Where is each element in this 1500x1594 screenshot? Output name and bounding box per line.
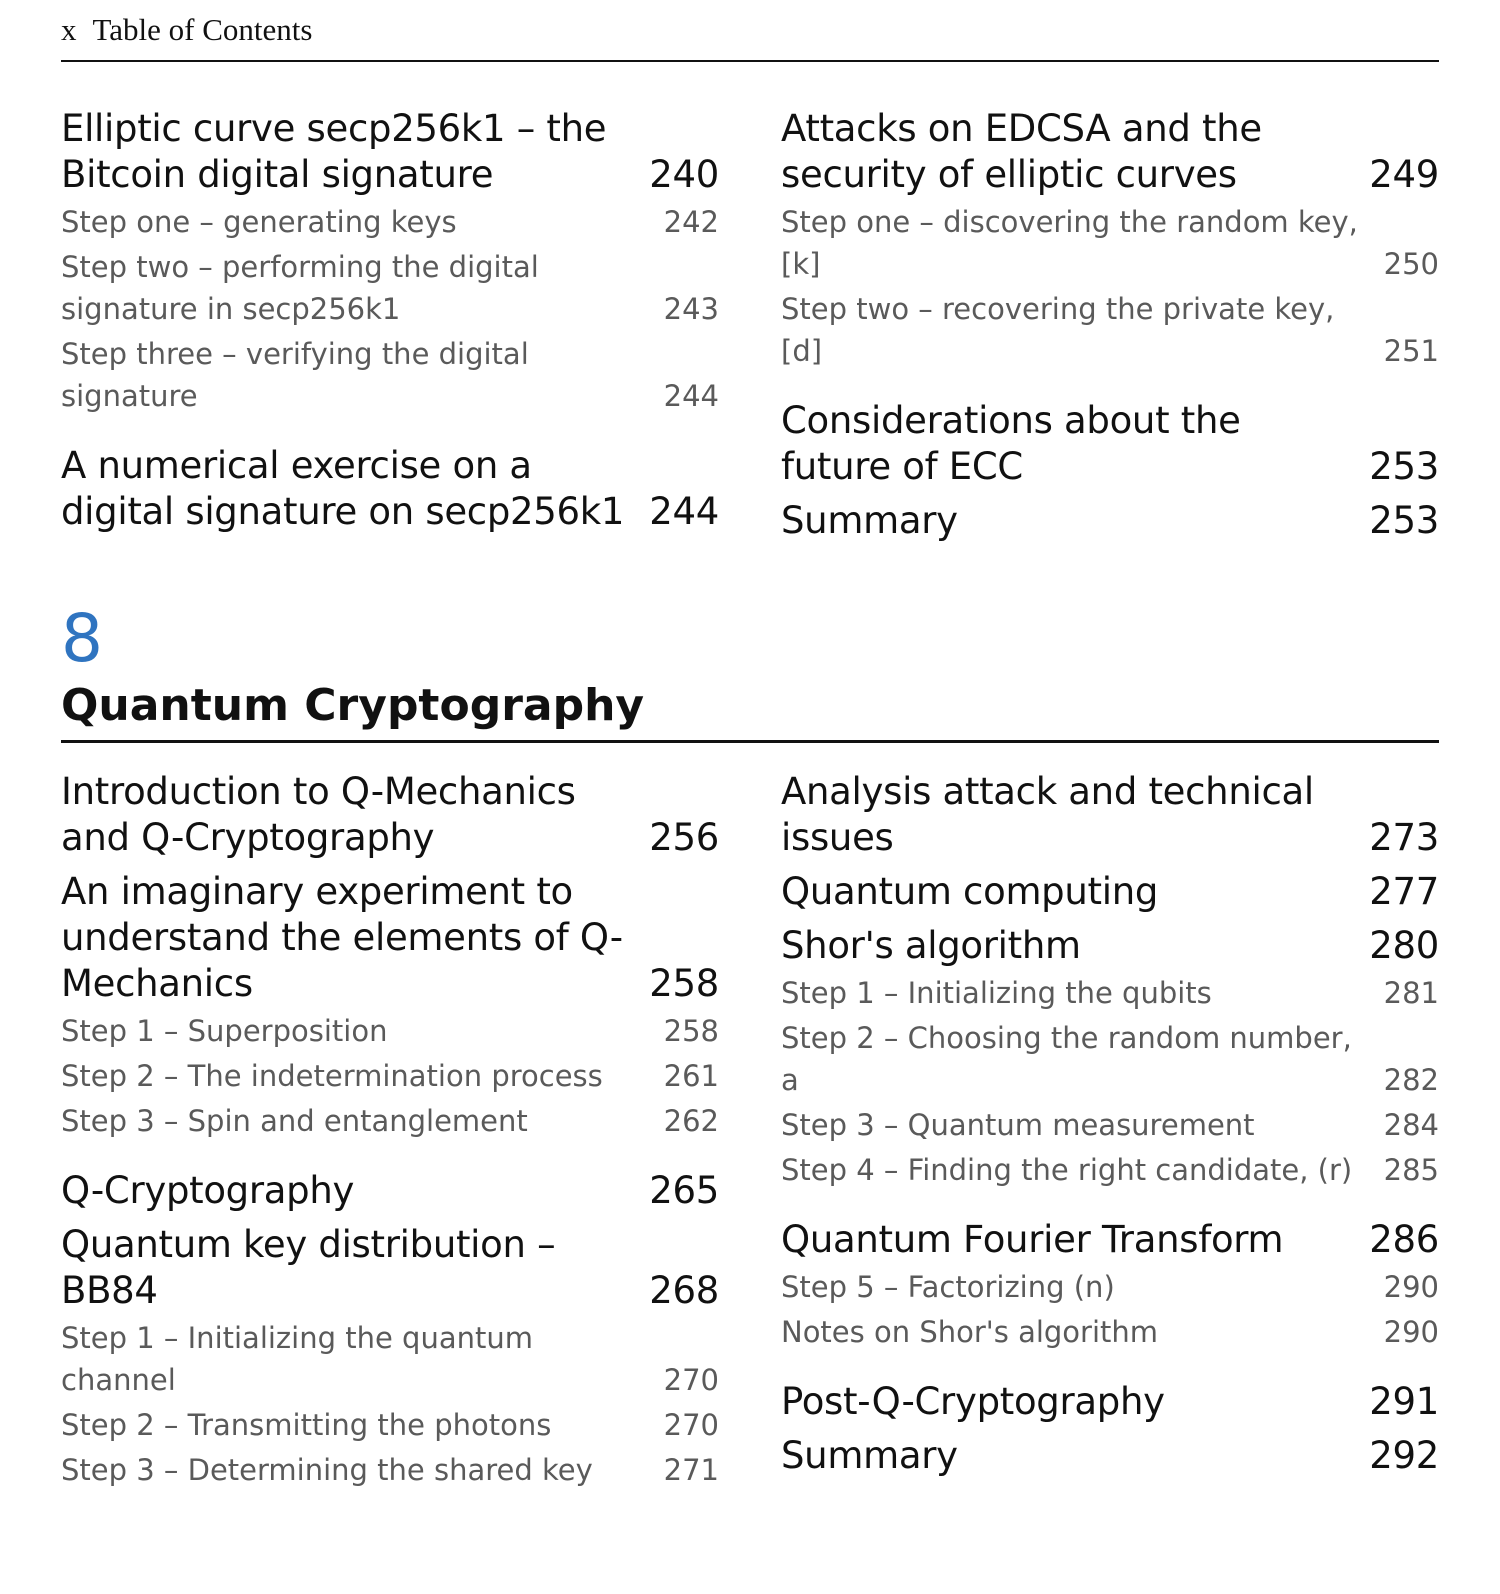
toc-entry-title: Quantum key distribution – BB84 [61, 1223, 556, 1312]
toc-entry-title: Summary [781, 1434, 958, 1477]
toc-entry-page: 261 [663, 1059, 719, 1093]
toc-entry-title: Summary [781, 499, 958, 542]
toc-page [61, 0, 1439, 1491]
toc-entry-section[interactable] [61, 1168, 719, 1214]
toc-entry-title: Step 4 – Finding the right candidate, (r) [781, 1153, 1353, 1187]
toc-entry-subsection[interactable] [781, 288, 1439, 372]
toc-entry-title: Introduction to Q-Mechanics and Q-Cryptography [61, 770, 576, 859]
header-rule [61, 60, 1439, 62]
toc-entry-subsection[interactable] [781, 972, 1439, 1014]
toc-section-chapter-8 [61, 769, 1439, 1491]
toc-entry-page: 271 [663, 1453, 719, 1487]
toc-entry-section[interactable] [61, 106, 719, 198]
toc-entry-page: 251 [1383, 334, 1439, 368]
toc-entry-title: Step 2 – Transmitting the photons [61, 1408, 552, 1442]
running-header [61, 0, 1439, 60]
toc-entry-page: 244 [649, 490, 719, 533]
toc-entry-subsection[interactable] [61, 201, 719, 243]
toc-entry-page: 290 [1383, 1270, 1439, 1304]
toc-entry-title: Step 3 – Quantum measurement [781, 1108, 1255, 1142]
toc-entry-subsection[interactable] [61, 1317, 719, 1401]
toc-entry-title: A numerical exercise on a digital signature on secp256k1 [61, 444, 625, 533]
toc-entry-page: 290 [1383, 1315, 1439, 1349]
toc-entry-page: 253 [1369, 445, 1439, 488]
toc-entry-page: 280 [1369, 924, 1439, 967]
header-title: Table of Contents [92, 12, 313, 47]
toc-entry-title: Quantum computing [781, 870, 1159, 913]
toc-entry-title: Post-Q-Cryptography [781, 1380, 1165, 1423]
toc-entry-page: 244 [663, 379, 719, 413]
toc-entry-page: 249 [1369, 153, 1439, 196]
toc-entry-title: An imaginary experiment to understand the elements of Q-Mechanics [61, 870, 623, 1005]
toc-entry-title: Step three – verifying the digital signature [61, 337, 529, 413]
toc-entry-title: Shor's algorithm [781, 924, 1081, 967]
toc-entry-page: 281 [1383, 976, 1439, 1010]
toc-entry-section[interactable] [781, 869, 1439, 915]
toc-entry-section[interactable] [61, 1222, 719, 1314]
toc-entry-page: 268 [649, 1269, 719, 1312]
chapter-number: 8 [61, 600, 103, 677]
toc-entry-page: 291 [1369, 1380, 1439, 1423]
toc-entry-section[interactable] [781, 1433, 1439, 1479]
toc-entry-subsection[interactable] [61, 246, 719, 330]
toc-entry-title: Quantum Fourier Transform [781, 1218, 1284, 1261]
toc-entry-subsection[interactable] [781, 1149, 1439, 1191]
toc-entry-title: Step 3 – Determining the shared key [61, 1453, 593, 1487]
toc-entry-page: 292 [1369, 1434, 1439, 1477]
toc-entry-page: 262 [663, 1104, 719, 1138]
toc-column-right [781, 106, 1439, 544]
toc-entry-section[interactable] [61, 443, 719, 535]
toc-entry-section[interactable] [781, 1379, 1439, 1425]
toc-entry-page: 286 [1369, 1218, 1439, 1261]
toc-entry-page: 242 [663, 205, 719, 239]
toc-entry-subsection[interactable] [61, 1100, 719, 1142]
toc-entry-title: Step two – performing the digital signature in secp256k1 [61, 250, 539, 326]
toc-entry-section[interactable] [781, 106, 1439, 198]
toc-entry-page: 258 [663, 1014, 719, 1048]
toc-column-left [61, 106, 719, 544]
toc-entry-subsection[interactable] [781, 201, 1439, 285]
toc-entry-title: Step one – discovering the random key, [k] [781, 205, 1358, 281]
toc-entry-page: 270 [663, 1408, 719, 1442]
toc-entry-page: 240 [649, 153, 719, 196]
header-page-number: x [61, 12, 77, 47]
toc-entry-title: Step 1 – Superposition [61, 1014, 388, 1048]
toc-entry-subsection[interactable] [781, 1017, 1439, 1101]
toc-entry-page: 282 [1383, 1063, 1439, 1097]
toc-entry-subsection[interactable] [61, 1055, 719, 1097]
toc-entry-title: Analysis attack and technical issues [781, 770, 1314, 859]
toc-entry-page: 256 [649, 816, 719, 859]
toc-entry-title: Step one – generating keys [61, 205, 457, 239]
toc-entry-section[interactable] [781, 498, 1439, 544]
toc-entry-subsection[interactable] [61, 1404, 719, 1446]
toc-entry-title: Considerations about the future of ECC [781, 399, 1241, 488]
toc-entry-title: Step 2 – Choosing the random number, a [781, 1021, 1352, 1097]
toc-entry-title: Q-Cryptography [61, 1169, 355, 1212]
toc-entry-title: Step 3 – Spin and entanglement [61, 1104, 528, 1138]
toc-entry-page: 265 [649, 1169, 719, 1212]
toc-entry-page: 277 [1369, 870, 1439, 913]
toc-entry-page: 270 [663, 1363, 719, 1397]
toc-entry-page: 258 [649, 962, 719, 1005]
toc-entry-subsection[interactable] [781, 1104, 1439, 1146]
toc-entry-title: Notes on Shor's algorithm [781, 1315, 1159, 1349]
toc-entry-page: 243 [663, 292, 719, 326]
toc-section-previous-chapter [61, 106, 1439, 544]
toc-entry-section[interactable] [61, 769, 719, 861]
toc-entry-subsection[interactable] [781, 1311, 1439, 1353]
toc-entry-title: Step 1 – Initializing the qubits [781, 976, 1212, 1010]
toc-entry-subsection[interactable] [61, 1449, 719, 1491]
toc-entry-page: 250 [1383, 247, 1439, 281]
toc-entry-section[interactable] [781, 398, 1439, 490]
toc-entry-page: 285 [1383, 1153, 1439, 1187]
toc-entry-section[interactable] [781, 923, 1439, 969]
toc-entry-title: Elliptic curve secp256k1 – the Bitcoin digital signature [61, 107, 607, 196]
chapter-title: Quantum Cryptography [61, 678, 1439, 743]
toc-column-right [781, 769, 1439, 1491]
toc-column-left [61, 769, 719, 1491]
toc-entry-subsection[interactable] [61, 333, 719, 417]
toc-entry-section[interactable] [61, 869, 719, 1007]
toc-entry-section[interactable] [781, 769, 1439, 861]
toc-entry-title: Step 1 – Initializing the quantum channel [61, 1321, 533, 1397]
toc-entry-page: 284 [1383, 1108, 1439, 1142]
toc-entry-title: Step 2 – The indetermination process [61, 1059, 603, 1093]
toc-entry-page: 273 [1369, 816, 1439, 859]
toc-entry-title: Step two – recovering the private key, [d] [781, 292, 1335, 368]
toc-entry-subsection[interactable] [61, 1010, 719, 1052]
toc-entry-title: Step 5 – Factorizing (n) [781, 1270, 1115, 1304]
toc-entry-title: Attacks on EDCSA and the security of elliptic curves [781, 107, 1262, 196]
toc-entry-subsection[interactable] [781, 1266, 1439, 1308]
toc-entry-section[interactable] [781, 1217, 1439, 1263]
toc-entry-page: 253 [1369, 499, 1439, 542]
